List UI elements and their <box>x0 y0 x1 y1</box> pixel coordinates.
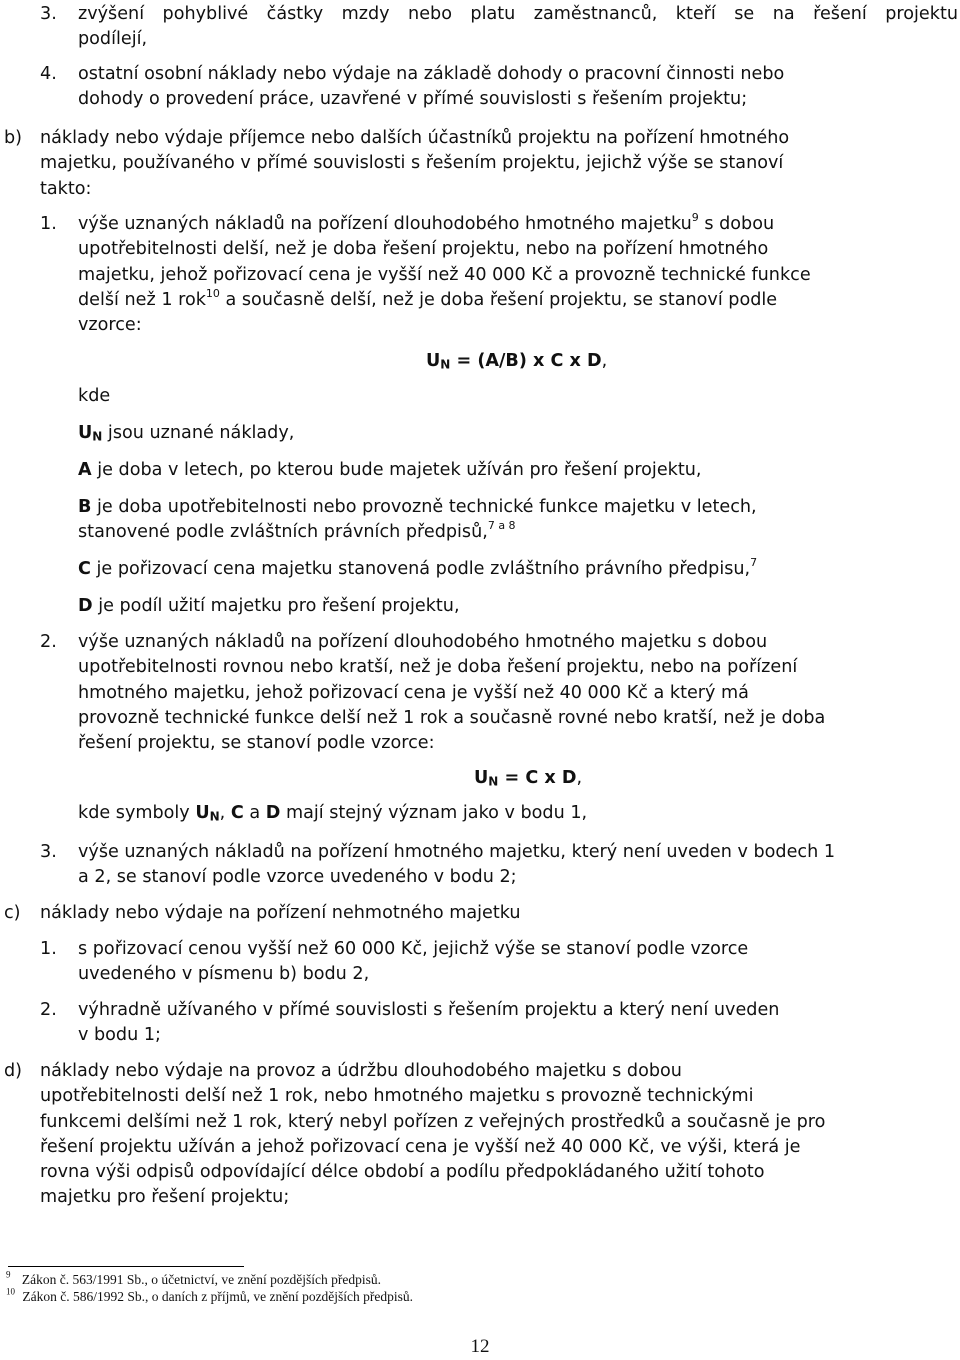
footnote-ref: 10 <box>205 286 220 300</box>
footnote-text: Zákon č. 586/1992 Sb., o daních z příjmů, ve znění pozdějších předpisů. <box>22 1289 414 1304</box>
text-line: majetku, používaného v přímé souvislosti s řešením projektu, jejichž výše se stanoví <box>40 153 784 174</box>
text-line: náklady nebo výdaje na pořízení nehmotného majetku <box>40 903 521 923</box>
item-label: 1. <box>40 939 57 959</box>
text-line: B je doba upotřebitelnosti nebo provozně technické funkce majetku v letech, <box>78 497 757 517</box>
item-label: b) <box>4 128 23 148</box>
text-line: s pořizovací cenou vyšší než 60 000 Kč, jejichž výše se stanoví podle vzorce <box>78 939 749 959</box>
text-line: zvýšení pohyblivé částky mzdy nebo platu zaměstnanců, kteří se na řešení projektu <box>78 4 958 24</box>
text-line: výše uznaných nákladů na pořízení dlouhodobého hmotného majetku$^9$ s dobou <box>78 210 775 234</box>
text-line: majetku pro řešení projektu; <box>40 1187 290 1208</box>
text-line: funkcemi delšími než 1 rok, který nebyl pořízen z veřejných prostředků a současně je pro <box>40 1111 826 1132</box>
footnote-number: 9 <box>6 1269 11 1280</box>
text-line: výše uznaných nákladů na pořízení dlouhodobého hmotného majetku s dobou <box>78 632 768 652</box>
definition-d: D je podíl užití majetku pro řešení projektu, <box>78 596 460 616</box>
text-line: výše uznaných nákladů na pořízení hmotného majetku, který není uveden v bodech 1 <box>78 842 836 862</box>
text-line: řešení projektu, se stanoví podle vzorce: <box>78 733 435 754</box>
text-line: rovna výši odpisů odpovídající délce období a podílu předpokládaného užití tohoto <box>40 1162 765 1183</box>
text-line: náklady nebo výdaje na provoz a údržbu dlouhodobého majetku s dobou <box>40 1061 682 1081</box>
footnote <box>6 1271 381 1289</box>
definition-un: $U_N$ jsou uznané náklady, <box>78 423 295 444</box>
item-label: 3. <box>40 842 57 862</box>
text-line: a 2, se stanoví podle vzorce uvedeného v bodu 2; <box>78 867 517 888</box>
footnote-text: Zákon č. 563/1991 Sb., o účetnictví, ve znění pozdějších předpisů. <box>21 1272 382 1287</box>
text-line: takto: <box>40 178 92 199</box>
formula: $U_N = (A/B)$ x C x D, <box>426 351 608 372</box>
text-line: ostatní osobní náklady nebo výdaje na základě dohody o pracovní činnosti nebo <box>78 64 785 84</box>
text-line: hmotného majetku, jehož pořizovací cena je vyšší než 40 000 Kč a který má <box>78 682 749 703</box>
footnote-ref: 9 <box>691 210 699 224</box>
text-line: řešení projektu užíván a jehož pořizovací cena je vyšší než 40 000 Kč, ve výši, která je <box>40 1136 801 1157</box>
text-line: podílejí, <box>78 29 148 50</box>
item-label: 2. <box>40 1000 57 1020</box>
item-label: 2. <box>40 632 57 652</box>
page-number: 12 <box>470 1336 490 1357</box>
footnote-ref: 7 <box>750 555 758 569</box>
item-label: 4. <box>40 64 57 84</box>
footnote-ref: 7 a 8 <box>487 519 516 533</box>
text-line: delší než 1 rok$^{10}$ a současně delší, než je doba řešení projektu, se stanoví podle <box>78 286 778 310</box>
text-line: upotřebitelnosti delší, než je doba řešení projektu, nebo na pořízení hmotného <box>78 239 769 260</box>
text-line: provozně technické funkce delší než 1 rok a současně rovné nebo kratší, než je doba <box>78 707 826 728</box>
item-label: c) <box>4 903 21 923</box>
text-line: v bodu 1; <box>78 1025 161 1046</box>
definition-c: C je pořizovací cena majetku stanovená podle zvláštního právního předpisu,$^7$ <box>78 555 758 579</box>
text-line: upotřebitelnosti rovnou nebo kratší, než je doba řešení projektu, nebo na pořízení <box>78 657 798 678</box>
item-label: 3. <box>40 4 57 24</box>
formula: $U_N = C$ x D, <box>474 768 583 789</box>
footnote-number: 10 <box>6 1286 15 1297</box>
text-line: majetku, jehož pořizovací cena je vyšší než 40 000 Kč a provozně technické funkce <box>78 264 811 285</box>
symbols-note: kde symboly $U_N$, C a D mají stejný význam jako v bodu 1, <box>78 803 588 824</box>
text-line: výhradně užívaného v přímé souvislosti s řešením projektu a který není uveden <box>78 1000 780 1020</box>
text-line: vzorce: <box>78 315 142 336</box>
footnote <box>6 1288 413 1306</box>
item-label: 1. <box>40 214 57 234</box>
item-label: d) <box>4 1061 23 1081</box>
footnote-divider <box>8 1266 244 1267</box>
text-line: dohody o provedení práce, uzavřené v přímé souvislosti s řešením projektu; <box>78 89 748 110</box>
text-line: upotřebitelnosti delší než 1 rok, nebo hmotného majetku s provozně technickými <box>40 1086 754 1107</box>
text-line: náklady nebo výdaje příjemce nebo dalších účastníků projektu na pořízení hmotného <box>40 128 790 148</box>
kde-label: kde <box>78 386 111 406</box>
text-line: stanovené podle zvláštních právních předpisů,$^{7 a 8}$ <box>78 519 516 543</box>
definition-a: A je doba v letech, po kterou bude majetek užíván pro řešení projektu, <box>78 460 702 480</box>
text-line: uvedeného v písmenu b) bodu 2, <box>78 964 370 985</box>
